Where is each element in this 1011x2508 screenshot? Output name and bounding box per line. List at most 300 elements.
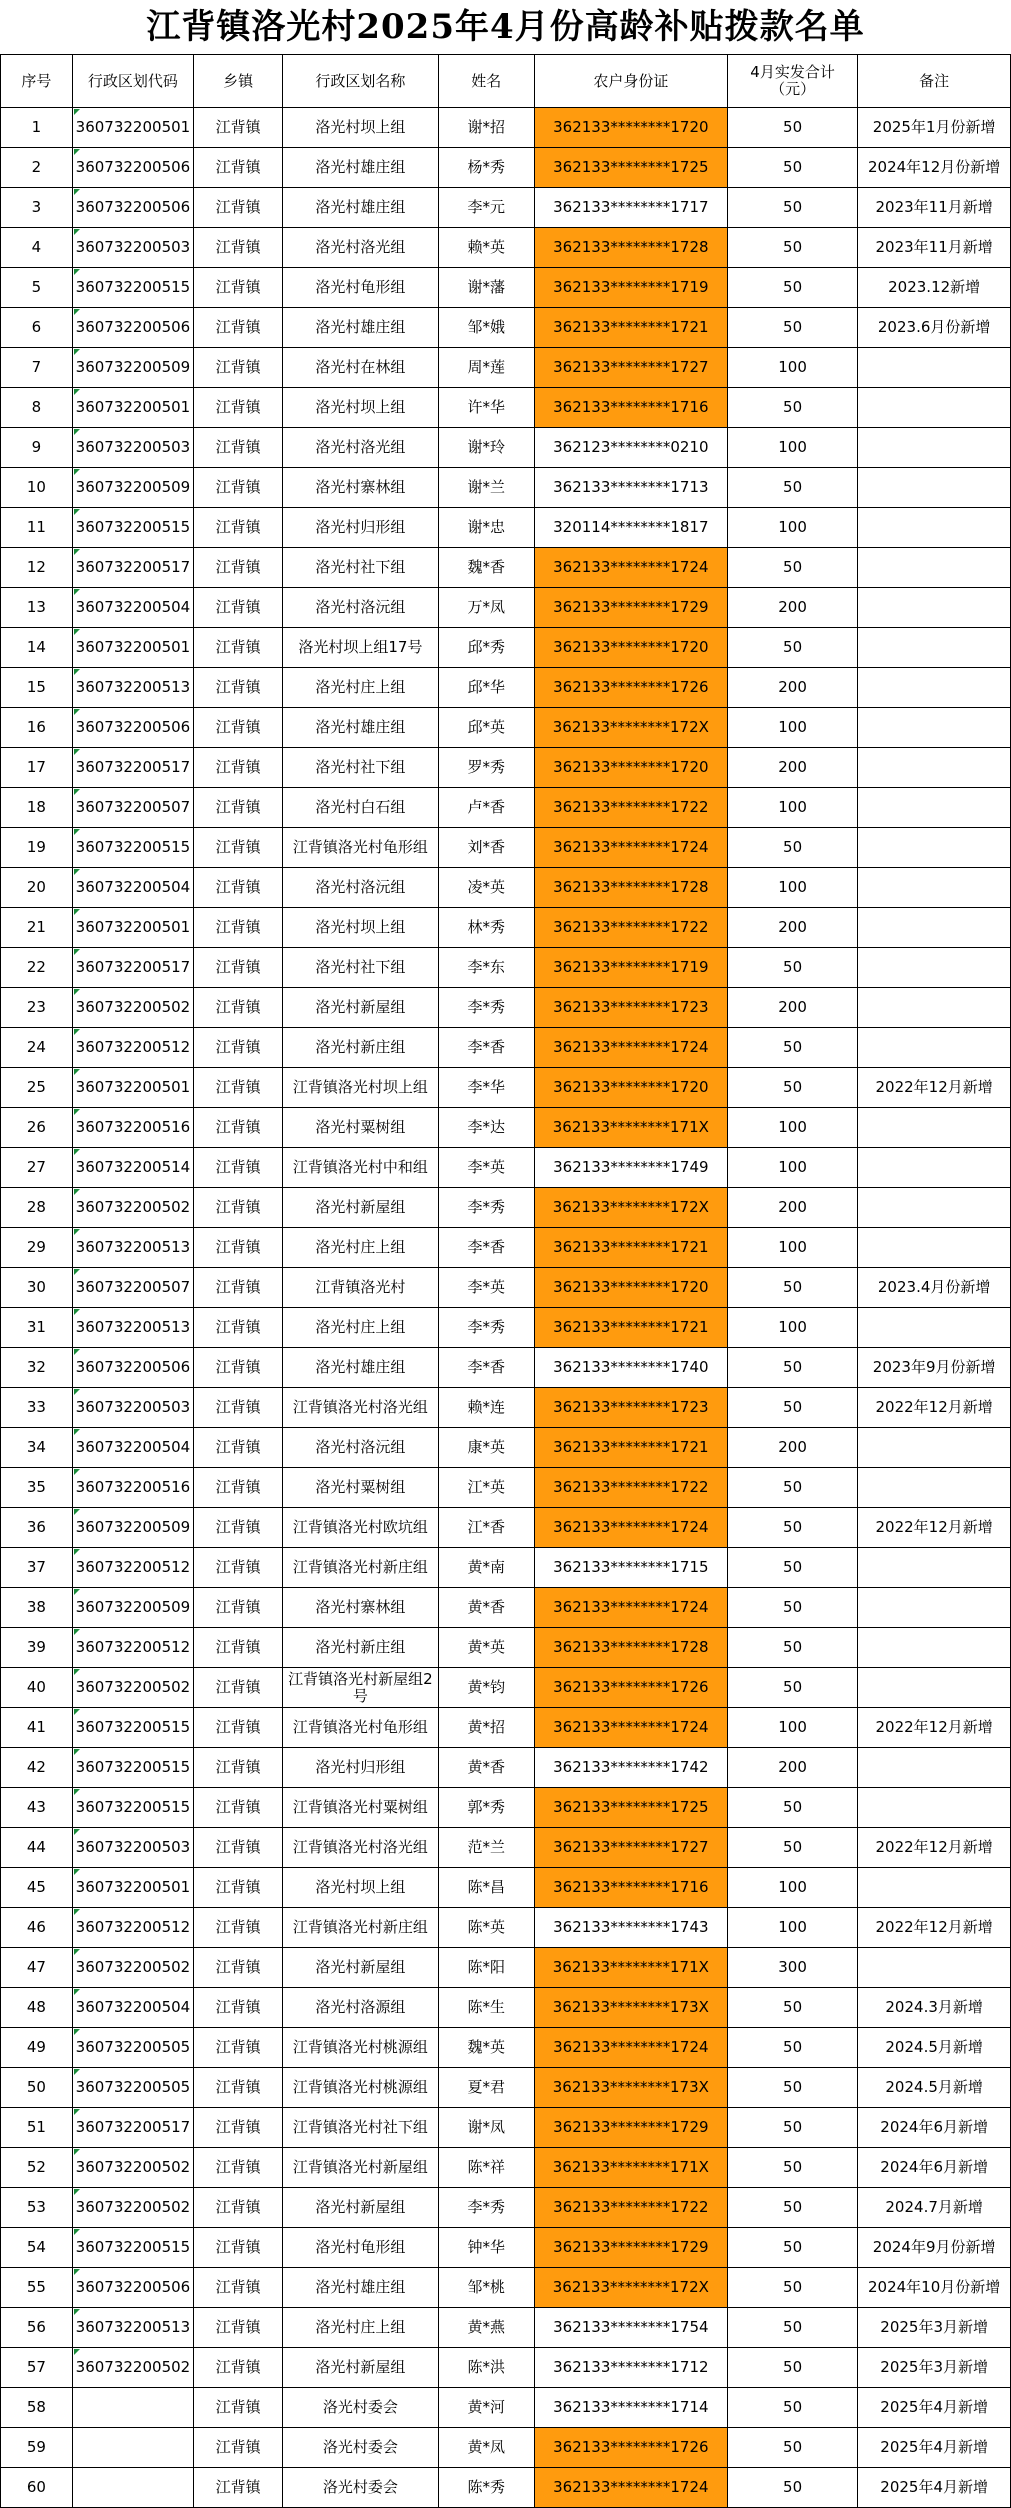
cell-amount: 100 <box>727 348 857 388</box>
cell-id: 362133********1725 <box>534 148 727 188</box>
cell-amount: 50 <box>727 188 857 228</box>
cell-area: 江背镇洛光村桃源组 <box>283 2028 439 2068</box>
cell-seq: 16 <box>1 708 73 748</box>
cell-seq: 40 <box>1 1668 73 1708</box>
cell-id: 362133********1722 <box>534 788 727 828</box>
cell-id: 362133********1720 <box>534 1068 727 1108</box>
cell-seq: 39 <box>1 1628 73 1668</box>
cell-note <box>858 948 1011 988</box>
table-row <box>1 2068 1011 2108</box>
cell-town: 江背镇 <box>194 1308 283 1348</box>
cell-area: 江背镇洛光村龟形组 <box>283 828 439 868</box>
cell-town: 江背镇 <box>194 2388 283 2428</box>
cell-id: 362133********1726 <box>534 1668 727 1708</box>
cell-amount: 50 <box>727 1668 857 1708</box>
cell-amount: 50 <box>727 1588 857 1628</box>
cell-town: 江背镇 <box>194 988 283 1028</box>
table-row <box>1 1588 1011 1628</box>
cell-town: 江背镇 <box>194 1108 283 1148</box>
cell-area: 洛光村坝上组 <box>283 108 439 148</box>
cell-seq: 49 <box>1 2028 73 2068</box>
cell-area: 洛光村洛沅组 <box>283 588 439 628</box>
cell-area: 洛光村社下组 <box>283 548 439 588</box>
cell-amount: 100 <box>727 428 857 468</box>
cell-seq: 53 <box>1 2188 73 2228</box>
cell-code: 360732200513 <box>72 1308 193 1348</box>
table-row <box>1 588 1011 628</box>
cell-seq: 42 <box>1 1748 73 1788</box>
cell-area: 洛光村新屋组 <box>283 1188 439 1228</box>
cell-seq: 56 <box>1 2308 73 2348</box>
cell-code: 360732200502 <box>72 2188 193 2228</box>
cell-code: 360732200501 <box>72 1068 193 1108</box>
cell-town: 江背镇 <box>194 2308 283 2348</box>
cell-note: 2025年4月新增 <box>858 2388 1011 2428</box>
cell-id: 362133********1724 <box>534 2028 727 2068</box>
cell-note: 2022年12月新增 <box>858 1388 1011 1428</box>
cell-town: 江背镇 <box>194 1588 283 1628</box>
cell-id: 362133********1726 <box>534 2428 727 2468</box>
cell-amount: 200 <box>727 1748 857 1788</box>
cell-town: 江背镇 <box>194 2068 283 2108</box>
cell-name: 卢*香 <box>438 788 534 828</box>
cell-seq: 7 <box>1 348 73 388</box>
cell-id: 362133********172X <box>534 1188 727 1228</box>
cell-note <box>858 828 1011 868</box>
cell-seq: 26 <box>1 1108 73 1148</box>
cell-amount: 100 <box>727 1708 857 1748</box>
cell-town: 江背镇 <box>194 1868 283 1908</box>
cell-amount: 50 <box>727 2108 857 2148</box>
cell-code: 360732200515 <box>72 1748 193 1788</box>
cell-town: 江背镇 <box>194 348 283 388</box>
cell-town: 江背镇 <box>194 1748 283 1788</box>
cell-code <box>72 2428 193 2468</box>
table-row <box>1 1108 1011 1148</box>
cell-name: 李*东 <box>438 948 534 988</box>
cell-name: 谢*藩 <box>438 268 534 308</box>
cell-note <box>858 1548 1011 1588</box>
cell-town: 江背镇 <box>194 228 283 268</box>
cell-seq: 1 <box>1 108 73 148</box>
cell-seq: 41 <box>1 1708 73 1748</box>
cell-amount: 50 <box>727 1068 857 1108</box>
cell-id: 362133********1722 <box>534 908 727 948</box>
table-row <box>1 788 1011 828</box>
cell-seq: 52 <box>1 2148 73 2188</box>
cell-name: 李*达 <box>438 1108 534 1148</box>
cell-amount: 100 <box>727 868 857 908</box>
cell-area: 洛光村雄庄组 <box>283 2268 439 2308</box>
cell-code: 360732200512 <box>72 1028 193 1068</box>
cell-seq: 44 <box>1 1828 73 1868</box>
cell-id: 362133********1716 <box>534 388 727 428</box>
cell-amount: 50 <box>727 468 857 508</box>
cell-note: 2024年6月新增 <box>858 2108 1011 2148</box>
cell-code: 360732200509 <box>72 468 193 508</box>
cell-id: 362133********1720 <box>534 748 727 788</box>
cell-area: 洛光村庄上组 <box>283 1308 439 1348</box>
cell-town: 江背镇 <box>194 788 283 828</box>
cell-amount: 50 <box>727 1828 857 1868</box>
table-row <box>1 828 1011 868</box>
cell-code: 360732200504 <box>72 1988 193 2028</box>
cell-amount: 50 <box>727 548 857 588</box>
table-row <box>1 748 1011 788</box>
cell-amount: 200 <box>727 748 857 788</box>
cell-name: 夏*君 <box>438 2068 534 2108</box>
cell-name: 罗*秀 <box>438 748 534 788</box>
cell-amount: 50 <box>727 2308 857 2348</box>
cell-town: 江背镇 <box>194 2028 283 2068</box>
cell-area: 洛光村洛沅组 <box>283 868 439 908</box>
cell-amount: 100 <box>727 1908 857 1948</box>
cell-area: 江背镇洛光村粟树组 <box>283 1788 439 1828</box>
cell-name: 康*英 <box>438 1428 534 1468</box>
cell-amount: 50 <box>727 1988 857 2028</box>
cell-town: 江背镇 <box>194 1468 283 1508</box>
cell-note <box>858 868 1011 908</box>
col-header-town: 乡镇 <box>194 55 283 108</box>
cell-id: 362133********1720 <box>534 628 727 668</box>
table-row <box>1 308 1011 348</box>
cell-seq: 20 <box>1 868 73 908</box>
cell-id: 362133********1725 <box>534 1788 727 1828</box>
cell-town: 江背镇 <box>194 388 283 428</box>
cell-id: 362133********1722 <box>534 1468 727 1508</box>
cell-name: 邱*秀 <box>438 628 534 668</box>
cell-area: 江背镇洛光村社下组 <box>283 2108 439 2148</box>
cell-name: 陈*秀 <box>438 2468 534 2508</box>
cell-id: 362133********1728 <box>534 228 727 268</box>
cell-name: 李*英 <box>438 1268 534 1308</box>
cell-code: 360732200502 <box>72 1188 193 1228</box>
cell-town: 江背镇 <box>194 1428 283 1468</box>
cell-seq: 59 <box>1 2428 73 2468</box>
cell-amount: 50 <box>727 828 857 868</box>
cell-town: 江背镇 <box>194 548 283 588</box>
cell-area: 洛光村龟形组 <box>283 268 439 308</box>
cell-area: 洛光村新庄组 <box>283 1028 439 1068</box>
cell-area: 洛光村洛沅组 <box>283 1428 439 1468</box>
cell-area: 洛光村雄庄组 <box>283 308 439 348</box>
cell-seq: 15 <box>1 668 73 708</box>
cell-id: 362133********1754 <box>534 2308 727 2348</box>
cell-town: 江背镇 <box>194 828 283 868</box>
cell-code: 360732200501 <box>72 1868 193 1908</box>
cell-note <box>858 908 1011 948</box>
cell-amount: 200 <box>727 1188 857 1228</box>
cell-seq: 12 <box>1 548 73 588</box>
table-row <box>1 868 1011 908</box>
cell-area: 洛光村寨林组 <box>283 468 439 508</box>
cell-code: 360732200515 <box>72 268 193 308</box>
cell-code: 360732200504 <box>72 1428 193 1468</box>
cell-id: 362133********1727 <box>534 1828 727 1868</box>
cell-town: 江背镇 <box>194 908 283 948</box>
cell-id: 362133********1723 <box>534 1388 727 1428</box>
cell-seq: 27 <box>1 1148 73 1188</box>
cell-code: 360732200502 <box>72 988 193 1028</box>
cell-name: 黄*香 <box>438 1588 534 1628</box>
cell-note <box>858 468 1011 508</box>
cell-seq: 35 <box>1 1468 73 1508</box>
cell-note <box>858 1748 1011 1788</box>
cell-town: 江背镇 <box>194 1828 283 1868</box>
cell-area: 江背镇洛光村 <box>283 1268 439 1308</box>
cell-amount: 50 <box>727 1628 857 1668</box>
cell-note <box>858 1188 1011 1228</box>
cell-note <box>858 548 1011 588</box>
table-row <box>1 1868 1011 1908</box>
cell-id: 362133********1729 <box>534 2108 727 2148</box>
cell-code: 360732200513 <box>72 1228 193 1268</box>
cell-seq: 48 <box>1 1988 73 2028</box>
cell-id: 362133********1721 <box>534 1308 727 1348</box>
cell-area: 洛光村新屋组 <box>283 988 439 1028</box>
cell-seq: 6 <box>1 308 73 348</box>
cell-area: 洛光村洛光组 <box>283 428 439 468</box>
cell-id: 362133********1712 <box>534 2348 727 2388</box>
cell-id: 362133********1728 <box>534 868 727 908</box>
table-row <box>1 388 1011 428</box>
cell-amount: 100 <box>727 1868 857 1908</box>
cell-seq: 5 <box>1 268 73 308</box>
cell-amount: 50 <box>727 1468 857 1508</box>
cell-name: 李*秀 <box>438 1188 534 1228</box>
cell-amount: 50 <box>727 1388 857 1428</box>
cell-note: 2023年11月新增 <box>858 228 1011 268</box>
cell-amount: 50 <box>727 628 857 668</box>
cell-area: 江背镇洛光村新庄组 <box>283 1908 439 1948</box>
table-row <box>1 2348 1011 2388</box>
cell-code: 360732200517 <box>72 948 193 988</box>
cell-area: 江背镇洛光村坝上组 <box>283 1068 439 1108</box>
cell-note <box>858 348 1011 388</box>
cell-name: 黄*香 <box>438 1748 534 1788</box>
cell-town: 江背镇 <box>194 1188 283 1228</box>
table-row <box>1 548 1011 588</box>
cell-name: 陈*阳 <box>438 1948 534 1988</box>
table-row <box>1 2028 1011 2068</box>
cell-code <box>72 2468 193 2508</box>
cell-area: 洛光村在林组 <box>283 348 439 388</box>
cell-note <box>858 1108 1011 1148</box>
cell-note: 2024.5月新增 <box>858 2028 1011 2068</box>
cell-name: 邱*华 <box>438 668 534 708</box>
cell-seq: 34 <box>1 1428 73 1468</box>
table-row <box>1 1148 1011 1188</box>
cell-id: 362133********1721 <box>534 1428 727 1468</box>
cell-amount: 100 <box>727 1148 857 1188</box>
cell-code: 360732200502 <box>72 1668 193 1708</box>
cell-seq: 24 <box>1 1028 73 1068</box>
cell-name: 许*华 <box>438 388 534 428</box>
cell-amount: 100 <box>727 708 857 748</box>
cell-name: 黄*凤 <box>438 2428 534 2468</box>
cell-name: 邹*娥 <box>438 308 534 348</box>
cell-amount: 50 <box>727 2028 857 2068</box>
cell-note: 2023.4月份新增 <box>858 1268 1011 1308</box>
cell-id: 362133********1723 <box>534 988 727 1028</box>
cell-town: 江背镇 <box>194 948 283 988</box>
table-row <box>1 708 1011 748</box>
table-row <box>1 1308 1011 1348</box>
cell-name: 范*兰 <box>438 1828 534 1868</box>
cell-town: 江背镇 <box>194 1028 283 1068</box>
cell-town: 江背镇 <box>194 1268 283 1308</box>
cell-name: 万*凤 <box>438 588 534 628</box>
cell-amount: 50 <box>727 2188 857 2228</box>
cell-name: 黄*招 <box>438 1708 534 1748</box>
col-header-amount: 4月实发合计 （元） <box>727 55 857 108</box>
cell-area: 洛光村归形组 <box>283 1748 439 1788</box>
cell-area: 洛光村社下组 <box>283 748 439 788</box>
cell-town: 江背镇 <box>194 2468 283 2508</box>
cell-seq: 58 <box>1 2388 73 2428</box>
cell-amount: 50 <box>727 1508 857 1548</box>
cell-name: 李*秀 <box>438 1308 534 1348</box>
cell-name: 李*华 <box>438 1068 534 1108</box>
cell-amount: 50 <box>727 2148 857 2188</box>
table-row <box>1 1628 1011 1668</box>
cell-town: 江背镇 <box>194 2348 283 2388</box>
cell-name: 李*元 <box>438 188 534 228</box>
cell-seq: 9 <box>1 428 73 468</box>
cell-note: 2024年12月份新增 <box>858 148 1011 188</box>
cell-amount: 50 <box>727 148 857 188</box>
cell-id: 362133********1740 <box>534 1348 727 1388</box>
cell-code: 360732200501 <box>72 908 193 948</box>
cell-area: 洛光村白石组 <box>283 788 439 828</box>
cell-town: 江背镇 <box>194 268 283 308</box>
cell-note <box>858 708 1011 748</box>
cell-seq: 29 <box>1 1228 73 1268</box>
cell-note: 2024年10月份新增 <box>858 2268 1011 2308</box>
cell-name: 周*莲 <box>438 348 534 388</box>
cell-code: 360732200505 <box>72 2068 193 2108</box>
cell-code: 360732200516 <box>72 1468 193 1508</box>
cell-id: 362133********1724 <box>534 1508 727 1548</box>
table-row <box>1 1908 1011 1948</box>
cell-code: 360732200502 <box>72 2348 193 2388</box>
cell-seq: 51 <box>1 2108 73 2148</box>
cell-town: 江背镇 <box>194 508 283 548</box>
cell-code: 360732200509 <box>72 348 193 388</box>
cell-area: 洛光村寨林组 <box>283 1588 439 1628</box>
cell-area: 洛光村委会 <box>283 2468 439 2508</box>
cell-town: 江背镇 <box>194 428 283 468</box>
cell-note: 2022年12月新增 <box>858 1068 1011 1108</box>
cell-note: 2025年3月新增 <box>858 2308 1011 2348</box>
cell-area: 洛光村委会 <box>283 2428 439 2468</box>
table-row <box>1 268 1011 308</box>
table-row <box>1 1948 1011 1988</box>
cell-town: 江背镇 <box>194 1708 283 1748</box>
cell-id: 362133********1724 <box>534 548 727 588</box>
cell-amount: 50 <box>727 1268 857 1308</box>
cell-note <box>858 1788 1011 1828</box>
cell-area: 洛光村雄庄组 <box>283 708 439 748</box>
cell-name: 李*香 <box>438 1228 534 1268</box>
table-row <box>1 1428 1011 1468</box>
cell-id: 320114********1817 <box>534 508 727 548</box>
cell-code: 360732200503 <box>72 228 193 268</box>
cell-amount: 100 <box>727 1228 857 1268</box>
cell-town: 江背镇 <box>194 628 283 668</box>
cell-seq: 54 <box>1 2228 73 2268</box>
cell-id: 362133********1714 <box>534 2388 727 2428</box>
cell-area: 洛光村雄庄组 <box>283 1348 439 1388</box>
cell-town: 江背镇 <box>194 1228 283 1268</box>
cell-amount: 50 <box>727 2228 857 2268</box>
cell-seq: 17 <box>1 748 73 788</box>
cell-code: 360732200502 <box>72 2148 193 2188</box>
cell-note: 2025年4月新增 <box>858 2468 1011 2508</box>
cell-id: 362133********1749 <box>534 1148 727 1188</box>
cell-name: 钟*华 <box>438 2228 534 2268</box>
cell-area: 江背镇洛光村龟形组 <box>283 1708 439 1748</box>
cell-amount: 100 <box>727 508 857 548</box>
col-header-area: 行政区划名称 <box>283 55 439 108</box>
table-body <box>1 108 1011 2508</box>
cell-name: 李*香 <box>438 1028 534 1068</box>
table-row <box>1 1988 1011 2028</box>
table-row <box>1 1548 1011 1588</box>
table-row <box>1 2188 1011 2228</box>
cell-note <box>858 1628 1011 1668</box>
cell-seq: 13 <box>1 588 73 628</box>
cell-seq: 28 <box>1 1188 73 1228</box>
cell-code: 360732200504 <box>72 588 193 628</box>
cell-id: 362123********0210 <box>534 428 727 468</box>
cell-name: 李*香 <box>438 1348 534 1388</box>
subsidy-table <box>0 54 1011 2508</box>
cell-name: 陈*生 <box>438 1988 534 2028</box>
cell-id: 362133********173X <box>534 1988 727 2028</box>
cell-note: 2023年11月新增 <box>858 188 1011 228</box>
cell-area: 江背镇洛光村中和组 <box>283 1148 439 1188</box>
cell-code: 360732200507 <box>72 1268 193 1308</box>
cell-note: 2022年12月新增 <box>858 1508 1011 1548</box>
cell-area: 洛光村归形组 <box>283 508 439 548</box>
cell-note <box>858 1588 1011 1628</box>
table-row <box>1 1388 1011 1428</box>
table-row <box>1 1268 1011 1308</box>
cell-town: 江背镇 <box>194 308 283 348</box>
table-row <box>1 1508 1011 1548</box>
table-row <box>1 1348 1011 1388</box>
cell-seq: 4 <box>1 228 73 268</box>
table-row <box>1 1028 1011 1068</box>
table-row <box>1 148 1011 188</box>
cell-amount: 200 <box>727 988 857 1028</box>
table-row <box>1 468 1011 508</box>
table-row <box>1 108 1011 148</box>
cell-amount: 50 <box>727 948 857 988</box>
cell-code: 360732200503 <box>72 1828 193 1868</box>
cell-name: 郭*秀 <box>438 1788 534 1828</box>
cell-town: 江背镇 <box>194 148 283 188</box>
cell-amount: 200 <box>727 908 857 948</box>
cell-town: 江背镇 <box>194 2108 283 2148</box>
table-row <box>1 1468 1011 1508</box>
table-row <box>1 2308 1011 2348</box>
cell-amount: 100 <box>727 1108 857 1148</box>
cell-id: 362133********172X <box>534 708 727 748</box>
cell-area: 洛光村社下组 <box>283 948 439 988</box>
cell-seq: 14 <box>1 628 73 668</box>
